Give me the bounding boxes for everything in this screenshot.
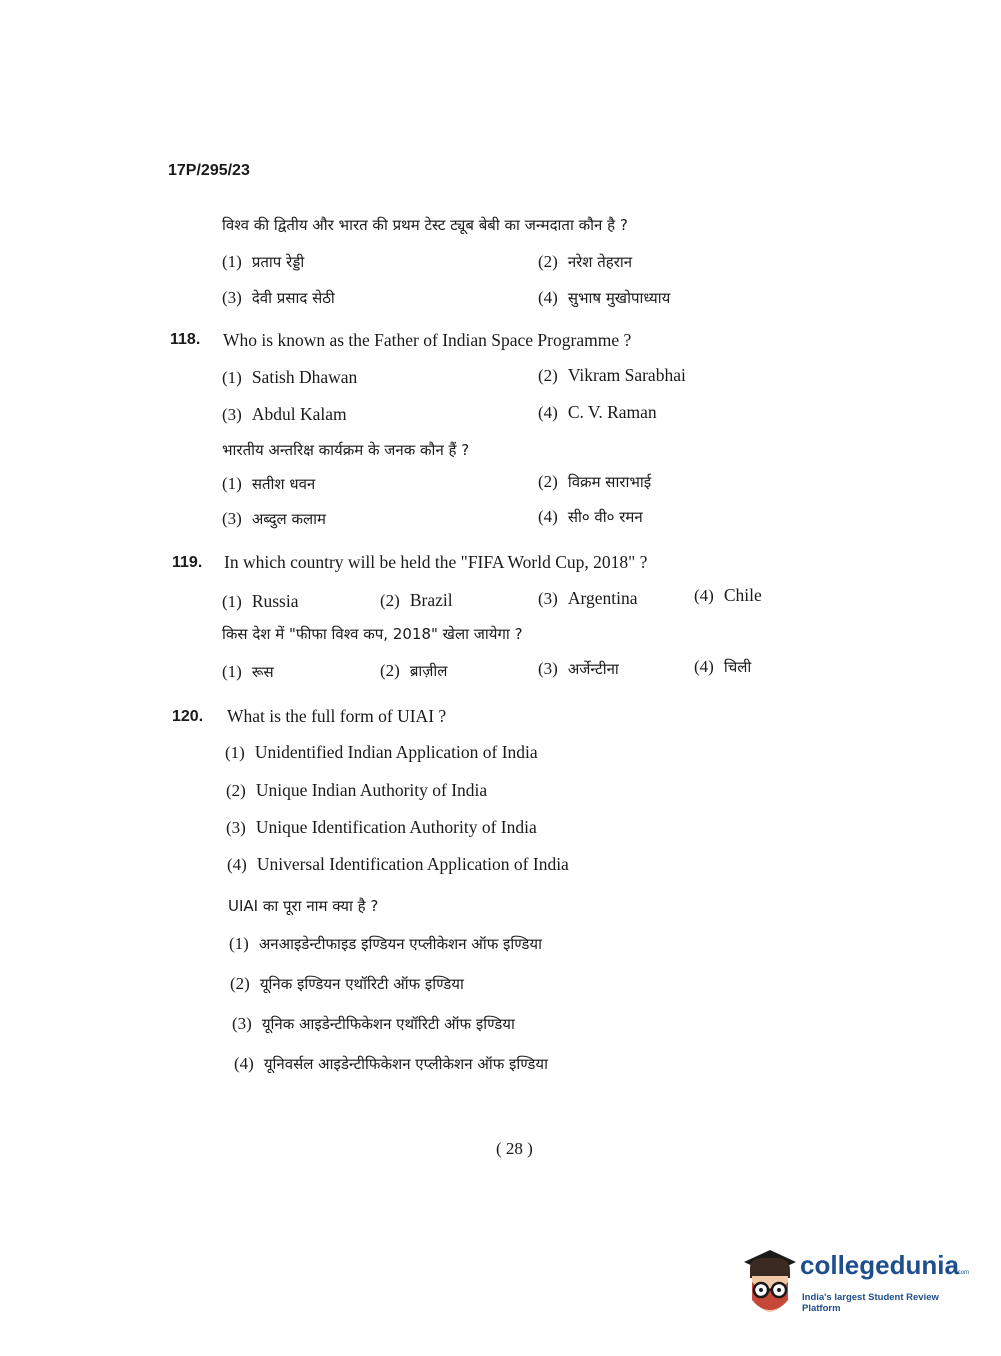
q120-option-2-hindi: (2) यूनिक इण्डियन एथॉरिटी ऑफ इण्डिया	[230, 974, 464, 993]
q118-option-4-hindi: (4) सी० वी० रमन	[538, 507, 643, 526]
q117-question-hindi: विश्व की द्वितीय और भारत की प्रथम टेस्ट ट्यूब बेबी का जन्मदाता कौन है ?	[222, 216, 628, 234]
q120-number: 120.	[172, 708, 204, 725]
q119-question-hindi: किस देश में "फीफा विश्व कप, 2018" खेला जायेगा ?	[222, 625, 523, 643]
q117-option-3-hindi: (3) देवी प्रसाद सेठी	[222, 288, 335, 307]
q117-option-2-hindi: (2) नरेश तेहरान	[538, 252, 633, 271]
brand-name: collegedunia	[800, 1250, 959, 1280]
collegedunia-watermark	[740, 1248, 980, 1316]
q120-option-2: (2) Unique Indian Authority of India	[226, 780, 488, 800]
q119-number: 119.	[172, 554, 203, 571]
q120-option-4-hindi: (4) यूनिवर्सल आइडेन्टीफिकेशन एप्लीकेशन ऑफ इण्डिया	[234, 1054, 549, 1073]
q118-option-2-hindi: (2) विक्रम साराभाई	[538, 472, 652, 491]
page-number: ( 28 )	[496, 1139, 533, 1158]
brand-tagline: India's largest Student Review Platform	[802, 1292, 939, 1314]
q118-option-3-hindi: (3) अब्दुल कलाम	[222, 509, 327, 528]
q119-option-3: (3) Argentina	[538, 588, 638, 608]
q118-option-3: (3) Abdul Kalam	[222, 404, 347, 424]
q119-option-1-hindi: (1) रूस	[222, 662, 274, 681]
q119-option-4-hindi: (4) चिली	[694, 657, 752, 676]
q118-option-1: (1) Satish Dhawan	[222, 367, 358, 387]
paper-code: 17P/295/23	[168, 162, 250, 179]
q120-option-3: (3) Unique Identification Authority of India	[226, 817, 537, 837]
q119-option-4: (4) Chile	[694, 585, 762, 605]
q118-question-hindi: भारतीय अन्तरिक्ष कार्यक्रम के जनक कौन हैं ?	[222, 441, 470, 459]
q120-question-hindi: UIAI का पूरा नाम क्या है ?	[228, 897, 379, 915]
q119-option-2-hindi: (2) ब्राज़ील	[380, 661, 448, 680]
q118-option-4: (4) C. V. Raman	[538, 402, 657, 422]
q119-option-2: (2) Brazil	[380, 590, 453, 610]
mascot-icon	[740, 1248, 798, 1316]
q118-option-1-hindi: (1) सतीश धवन	[222, 474, 316, 493]
q120-question: What is the full form of UIAI ?	[227, 706, 447, 726]
q119-option-3-hindi: (3) अर्जेन्टीना	[538, 659, 619, 678]
q120-option-4: (4) Universal Identification Application of India	[227, 854, 569, 874]
q119-option-1: (1) Russia	[222, 591, 299, 611]
brand-suffix: .com	[956, 1270, 970, 1276]
q118-option-2: (2) Vikram Sarabhai	[538, 365, 686, 385]
q120-option-1: (1) Unidentified Indian Application of India	[225, 742, 538, 762]
q118-number: 118.	[170, 331, 201, 348]
q117-option-1-hindi: (1) प्रताप रेड्डी	[222, 252, 305, 271]
q117-option-4-hindi: (4) सुभाष मुखोपाध्याय	[538, 288, 671, 307]
q119-question: In which country will be held the "FIFA World Cup, 2018" ?	[224, 552, 648, 572]
q120-option-3-hindi: (3) यूनिक आइडेन्टीफिकेशन एथॉरिटी ऑफ इण्डिया	[232, 1014, 515, 1033]
q118-question: Who is known as the Father of Indian Space Programme ?	[223, 330, 632, 350]
q120-option-1-hindi: (1) अनआइडेन्टीफाइड इण्डियन एप्लीकेशन ऑफ इण्डिया	[229, 934, 543, 953]
